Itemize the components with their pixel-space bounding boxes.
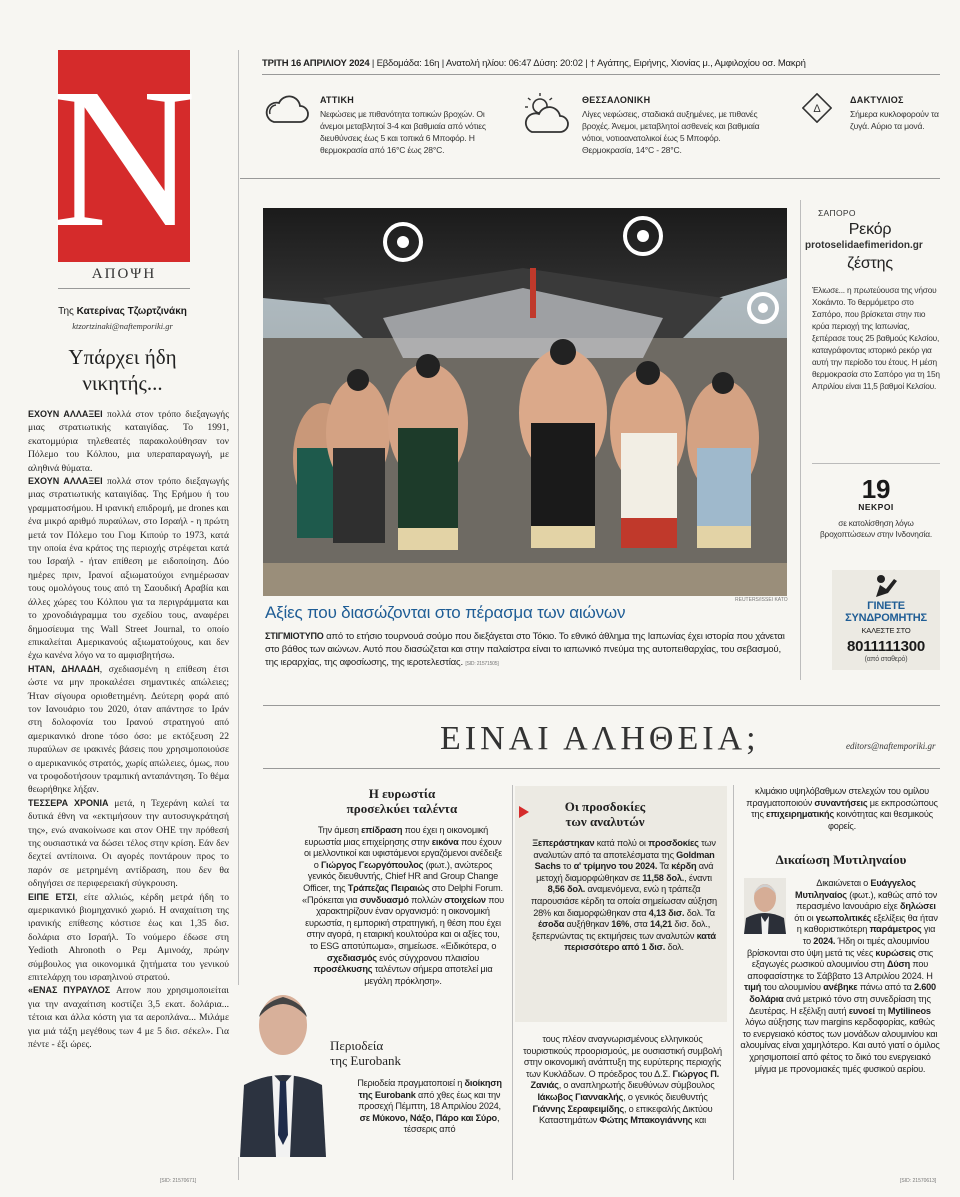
byline-author: Κατερίνας Τζωρτζινάκη <box>76 306 187 317</box>
divider <box>263 768 940 769</box>
weather-text-thessaloniki: Λίγες νεφώσεις, σταδιακά αυξημένες, με πιθανές βροχές. Άνεμοι, μεταβλητοί ασθενείς και βαθμιαία νότιοι, νοτιοανατολικοί έως 5 Μποφόρ. Θερμοκρασία, 14°C - 28°C. <box>582 109 760 155</box>
subscribe-note: (από σταθερό) <box>864 656 908 663</box>
newspaper-logo: N <box>51 48 197 269</box>
article-code: [SID: 21570671] <box>160 1178 197 1184</box>
divider <box>240 178 940 179</box>
col1-sub-body: Περιοδεία πραγματοποιεί η διοίκηση της Eurobank από χθες έως και την προσεχή Πέμπτη, 18 Απριλίου 2024, σε Μύκονο, Νάξο, Πάρο και Σύρο, τέσσερις από <box>357 1078 502 1135</box>
author-email[interactable]: ktzortzinaki@naftemporiki.gr <box>72 321 173 331</box>
week: Εβδομάδα: 16η <box>376 58 440 69</box>
article-code: [SID: 21570613] <box>900 1178 937 1184</box>
sumo-photo <box>263 208 787 596</box>
opinion-title: Υπάρχει ήδη νικητής... <box>68 345 177 395</box>
date-bar: ΤΡΙΤΗ 16 ΑΠΡΙΛΙΟΥ 2024 | Εβδομάδα: 16η | Ανατολή ηλίου: 06:47 Δύση: 20:02 | † Αγάπης, Ειρήνης, Χιονίας μ., Αμφιλοχίου οσ. Μακρή <box>262 58 806 69</box>
sidebar-title: Ρεκόρ ζέστης <box>847 221 893 272</box>
sun-times: Ανατολή ηλίου: 06:47 Δύση: 20:02 <box>445 58 583 69</box>
divider <box>812 463 940 464</box>
deaths-number: 19 <box>861 474 891 504</box>
opinion-paragraph: «ΕΝΑΣ ΠΥΡΑΥΛΟΣ Arrow που χρησιμοποιείται για την αναχαίτιση κοστίζει 3,5 εκατ. δολάρια... τέτοια και άλλα κόστη για τα αεροπλάνα... Μιλάμε για μιά τάξη μεγέθους των 4 με 5 δισ. σέκελ». Για πέντε - έξι ώρες. <box>28 985 229 1051</box>
opinion-byline <box>40 306 205 317</box>
weather-city-daktylios: ΔΑΚΤΥΛΙΟΣ <box>850 95 904 105</box>
opinion-paragraph: ΤΕΣΣΕΡΑ ΧΡΟΝΙΑ μετά, η Τεχεράνη καλεί τα δυτικά έθνη να «εκτιμήσουν την αυτοσυγκράτησή της», ενώ ανακοίνωσε και στον ΟΗΕ την πρόθεσή της ουσιαστικά να δώσει τέλος στην κρίση. Εάν δεν δεχτεί αντίποινα. Οι αγορές ποντάρουν προς το παρόν σε μετρημένη αντίδραση, που δεν θα οδηγήσει σε περιφερειακή σύγκρουση. <box>28 797 229 890</box>
weather-text-attica: Νεφώσεις με πιθανότητα τοπικών βροχών. Οι άνεμοι μεταβλητοί 3-4 και βαθμιαία από νότιες διευθύνσεις έως 5 και τοπικά 6 Μποφόρ. Η θερμοκρασία από 16°C έως 28°C. <box>320 109 486 155</box>
opinion-body <box>28 408 229 1052</box>
col1-body: Την άμεση επίδραση που έχει η οικονομική ευρωστία μιας επιχείρησης στην εικόνα που έχουν οι μελλοντικοί και υφιστάμενοι εργαζόμενοι ανέδειξε ο Γιώργος Γεωργόπουλος (φωτ.), ανώτερος γενικός διευθυντής, Chief HR and Group Change Officer, της Τράπεζας Πειραιώς στο Delphi Forum. «Πρόκειται για συνδυασμό πολλών στοιχείων που χαρακτηρίζουν έναν οργανισμό: η οικονομική ευρωστία, η εμπορική στρατηγική, η θέση που έχει στην αγορά, η εταιρική κουλτούρα και οι αξίες του, το ESG αποτύπωμα», σημείωσε. «Ειδικότερα, ο σχεδιασμός ενός σύγχρονου πλαισίου προσέλκυσης ταλέντων σήμερα αποτελεί μια μεγάλη πρόκληση». <box>302 825 504 986</box>
photo-caption: ΣΤΙΓΜΙΟΤΥΠΟ από το ετήσιο τουρνουά σούμο που διεξάγεται στο Τόκιο. Το εθνικό άθλημα της Ιαπωνίας έχει ιστορία που χάνεται στο βάθος των αιώνων. Αυτό που διασώζεται και στην παλαίστρα είναι το ιαπωνικό πνεύμα της αυτοπειθαρχίας, του σεβασμού, της ιεραρχίας, της αφοσίωσης, της ιεροτελεστίας. [SID: 21571505] <box>265 631 785 668</box>
portrait-georgopoulos <box>238 985 328 1157</box>
col3-title: Δικαίωση Μυτιληναίου <box>775 852 907 867</box>
red-arrow-marker <box>519 806 529 818</box>
sumo-illustration <box>263 208 787 596</box>
col3-top-body: κλιμάκιο υψηλόβαθμων στελεχών του ομίλου πραγματοποιούν συναντήσεις με εκπροσώπους της επιχειρηματικής κοινότητας και θεσμικούς φορείς. <box>746 786 938 831</box>
weather-text-daktylios: Σήμερα κυκλοφορούν τα ζυγά. Αύριο τα μονά. <box>850 109 939 131</box>
opinion-section-label: ΑΠΟΨΗ <box>91 266 157 282</box>
divider <box>262 74 940 75</box>
cloud-icon <box>262 92 310 126</box>
subscribe-phone[interactable]: 8011111300 <box>846 638 926 655</box>
photo-headline: Αξίες που διασώζονται στο πέρασμα των αιώνων <box>265 603 626 622</box>
section-email[interactable]: editors@naftemporiki.gr <box>846 741 936 751</box>
opinion-paragraph: ΕΙΠΕ ΕΤΣΙ, είτε αλλιώς, κέρδη μετρά ήδη το αμερικανικό βιομηχανικό χωριό. Η αναχαίτιση της ιρανικής επίθεσης κόστισε έως και 1,35 δισ. δολάρια στο Ισραήλ. Το νούμερο έδωσε στη Yedioth Ahronoth ο Ρεμ Αμινοάχ, πρώην σύμβουλος για οικονομικά ζητήματα του γενικού επιτελάρχη του ισραηλινού στρατού. <box>28 891 229 984</box>
divider <box>263 705 940 706</box>
deaths-text: σε κατολίσθηση λόγω βροχοπτώσεων στην Ινδονησία. <box>819 518 932 539</box>
opinion-paragraph: ΕΧΟΥΝ ΑΛΛΑΞΕΙ πολλά στον τρόπο διεξαγωγής μιας στρατιωτικής καταιγίδας. Της Ερήμου ή του γραμματοσήμου. Η ιρανική επιδρομή, με drones και ένα μικρό αριθμό πυραύλων, στο Ισραήλ - η πρώτη μετά τον Πόλεμο του Γιομ Κιπούρ το 1973, κατά την οποία ένα κράτος της περιοχής στρέφεται κατά του Ισραήλ - ήταν επίθεση με ειδοποίηση. Δύο ημέρες πριν, Ιρανοί αξιωματούχοι ενημέρωσαν τους ομολόγους τους από τη Σαουδική Αραβία και άλλες χώρες του Κόλπου για τα περιγράμματα και το χρονοδιάγραμμα του σχεδίου τους, αναφέρει δημοσίευμα της Wall Street Journal, το οποίο επικαλείται Αμερικανούς αξιωματούχους, και δεν έχω κανένα λόγο να το αμφισβητήσω. <box>28 476 230 662</box>
col3-body: Δικαιώνεται ο Ευάγγελος Μυτιληναίος (φωτ.), καθώς από τον περασμένο Ιανουάριο είχε δηλώσει ότι οι γεωπολιτικές εξελίξεις θα ήταν η καθοριστικότερη παράμετρος για το 2024. Ήδη οι τιμές αλουμινίου βρίσκονται στο ύψη μετά τις νέες κυρώσεις στις εξαγωγές ρωσικού αλουμινίου στη Δύση που αποφασίστηκε το Σάββατο 13 Απριλίου 2024. Η τιμή του αλουμινίου ανέβηκε πάνω από τα 2.600 δολάρια ανά μετρικό τόνο στη συνεδρίαση της Δευτέρας. Η εξέλιξη αυτή ευνοεί τη Mytilineos λόγω αύξησης των margins κερδοφορίας, καθώς το ενεργειακό κόστος των μονάδων αλουμινίου και αλουμίνας είναι χαμηλότερο. Και αυτό γιατί ο όμιλος χρησιμοποιεί από φέτος το δικό του ενεργειακό μίγμα με προνομιακές τιμές φυσικού αερίου. <box>740 878 940 1074</box>
sun-cloud-icon <box>518 92 570 136</box>
column-divider <box>512 785 513 1180</box>
subscribe-call-label: ΚΑΛΕΣΤΕ ΣΤΟ <box>861 626 911 635</box>
col1-sub-title: Περιοδεία της Eurobank <box>330 1038 401 1068</box>
deaths-label: ΝΕΚΡΟΙ <box>858 502 894 512</box>
subscribe-title[interactable]: ΓΙΝΕΤΕ ΣΥΝΔΡΟΜΗΤΗΣ <box>845 600 927 624</box>
divider <box>58 288 190 289</box>
column-divider <box>733 785 734 1180</box>
col1-title: Η ευρωστία προσελκύει ταλέντα <box>346 786 458 816</box>
byline-prefix: Της <box>58 306 74 317</box>
photo-credit: REUTERS/ISSEI KATO <box>735 597 788 603</box>
watermark: protoselidaefimeridon.gr <box>805 240 923 251</box>
sidebar-kicker: ΣΑΠΟΡΟ <box>818 208 856 218</box>
svg-text:Δ: Δ <box>813 103 821 115</box>
sidebar-body: Έλιωσε... η πρωτεύουσα της νήσου Χοκάιντο. Το θερμόμετρο στο Σαπόρο, που βρίσκεται στην πιο κρύα περιοχή της Ιαπωνίας, ξεπέρασε τους 25 βαθμούς Κελσίου, καταγράφοντας ιστορικό ρεκόρ για αυτή την περίοδο του έτους. Η μέση θερμοκρασία στο Σαπόρο για τη 15η Απριλίου είναι 11,5 βαθμοί Κελσίου. <box>812 285 940 391</box>
delta-sign-icon <box>802 93 832 123</box>
opinion-paragraph: ΕΧΟΥΝ ΑΛΛΑΞΕΙ πολλά στον τρόπο διεξαγωγής μιας στρατιωτικής καταιγίδας. Το 1991, εκατομμύρια τηλεθεατές παρακολούθησαν τον Πόλεμο του Κόλπου, μια υπεραπαραγωγή, με αληθινά θύματα. <box>28 409 229 474</box>
section-title: ΕΙΝΑΙ ΑΛΗΘΕΙΑ; <box>440 720 760 757</box>
col2-body: Ξεπεράστηκαν κατά πολύ οι προσδοκίες των αναλυτών από τα αποτελέσματα της Goldman Sachs το α' τρίμηνο του 2024. Τα κέρδη ανά μετοχή διαμορφώθηκαν σε 11,58 δολ., έναντι 8,56 δολ. αναμενόμενα, ενώ η τράπεζα παρουσιάσε κέρδη τα οποία σημείωσαν αύξηση 28% και διαμορφώθηκαν στα 4,13 δισ. δολ. Τα έσοδα αυξήθηκαν 16%, στα 14,21 δισ. δολ., ξεπερνώντας τις εκτιμήσεις των αναλυτών κατά περισσότερο από 1 δισ. δολ. <box>531 838 717 953</box>
date: ΤΡΙΤΗ 16 ΑΠΡΙΛΙΟΥ 2024 <box>262 58 370 69</box>
portrait-mytilineos <box>744 878 786 934</box>
reader-icon <box>872 573 900 599</box>
opinion-paragraph: ΗΤΑΝ, ΔΗΛΑΔΗ, σχεδιασμένη η επίθεση έτσι ώστε να μην προκαλέσει σημαντικές απώλειες; Ήταν σίγουρα οριοθετημένη. Δεύτερη φορά από τον Ιανουάριο του 2020, όταν απάντησε το Ιράν στη δολοφονία του Ιρανού στρατηγού από αμερικανικό drone τόσο όσο: με εκτόξευση 22 πυραύλων σε ιρακινές βάσεις που χρησιμοποιούσε ο αμερικανικός στρατός, χωρίς απώλειες, όμως, που να τροφοδοτήσουν τραμπική ανταπάντηση. Το θέμα θεωρήθηκε λήξαν. <box>28 663 230 796</box>
col2-title: Οι προσδοκίες των αναλυτών <box>564 799 646 829</box>
weather-city-attica: ΑΤΤΙΚΗ <box>320 95 355 105</box>
article-code: [SID: 21571505] <box>465 661 499 667</box>
weather-city-thessaloniki: ΘΕΣΣΑΛΟΝΙΚΗ <box>582 95 651 105</box>
col2-continued-body: τους πλέον αναγνωρισμένους ελληνικούς τουριστικούς προορισμούς, με ουσιαστική συμβολή στην οικονομική ανάπτυξη της ευρύτερης περιοχής των Κυκλάδων. Ο πρόεδρος του Δ.Σ. Γιώργος Π. Ζανιάς, ο αναπληρωτής διευθύνων σύμβουλος Ιάκωβος Γιαννακλής, ο γενικός διευθυντής Γιάννης Σεραφειμίδης, ο επικεφαλής Δικτύου Καταστημάτων Φώτης Μπακογιάννης και <box>523 1034 722 1126</box>
name-days: † Αγάπης, Ειρήνης, Χιονίας μ., Αμφιλοχίου οσ. Μακρή <box>589 58 806 69</box>
